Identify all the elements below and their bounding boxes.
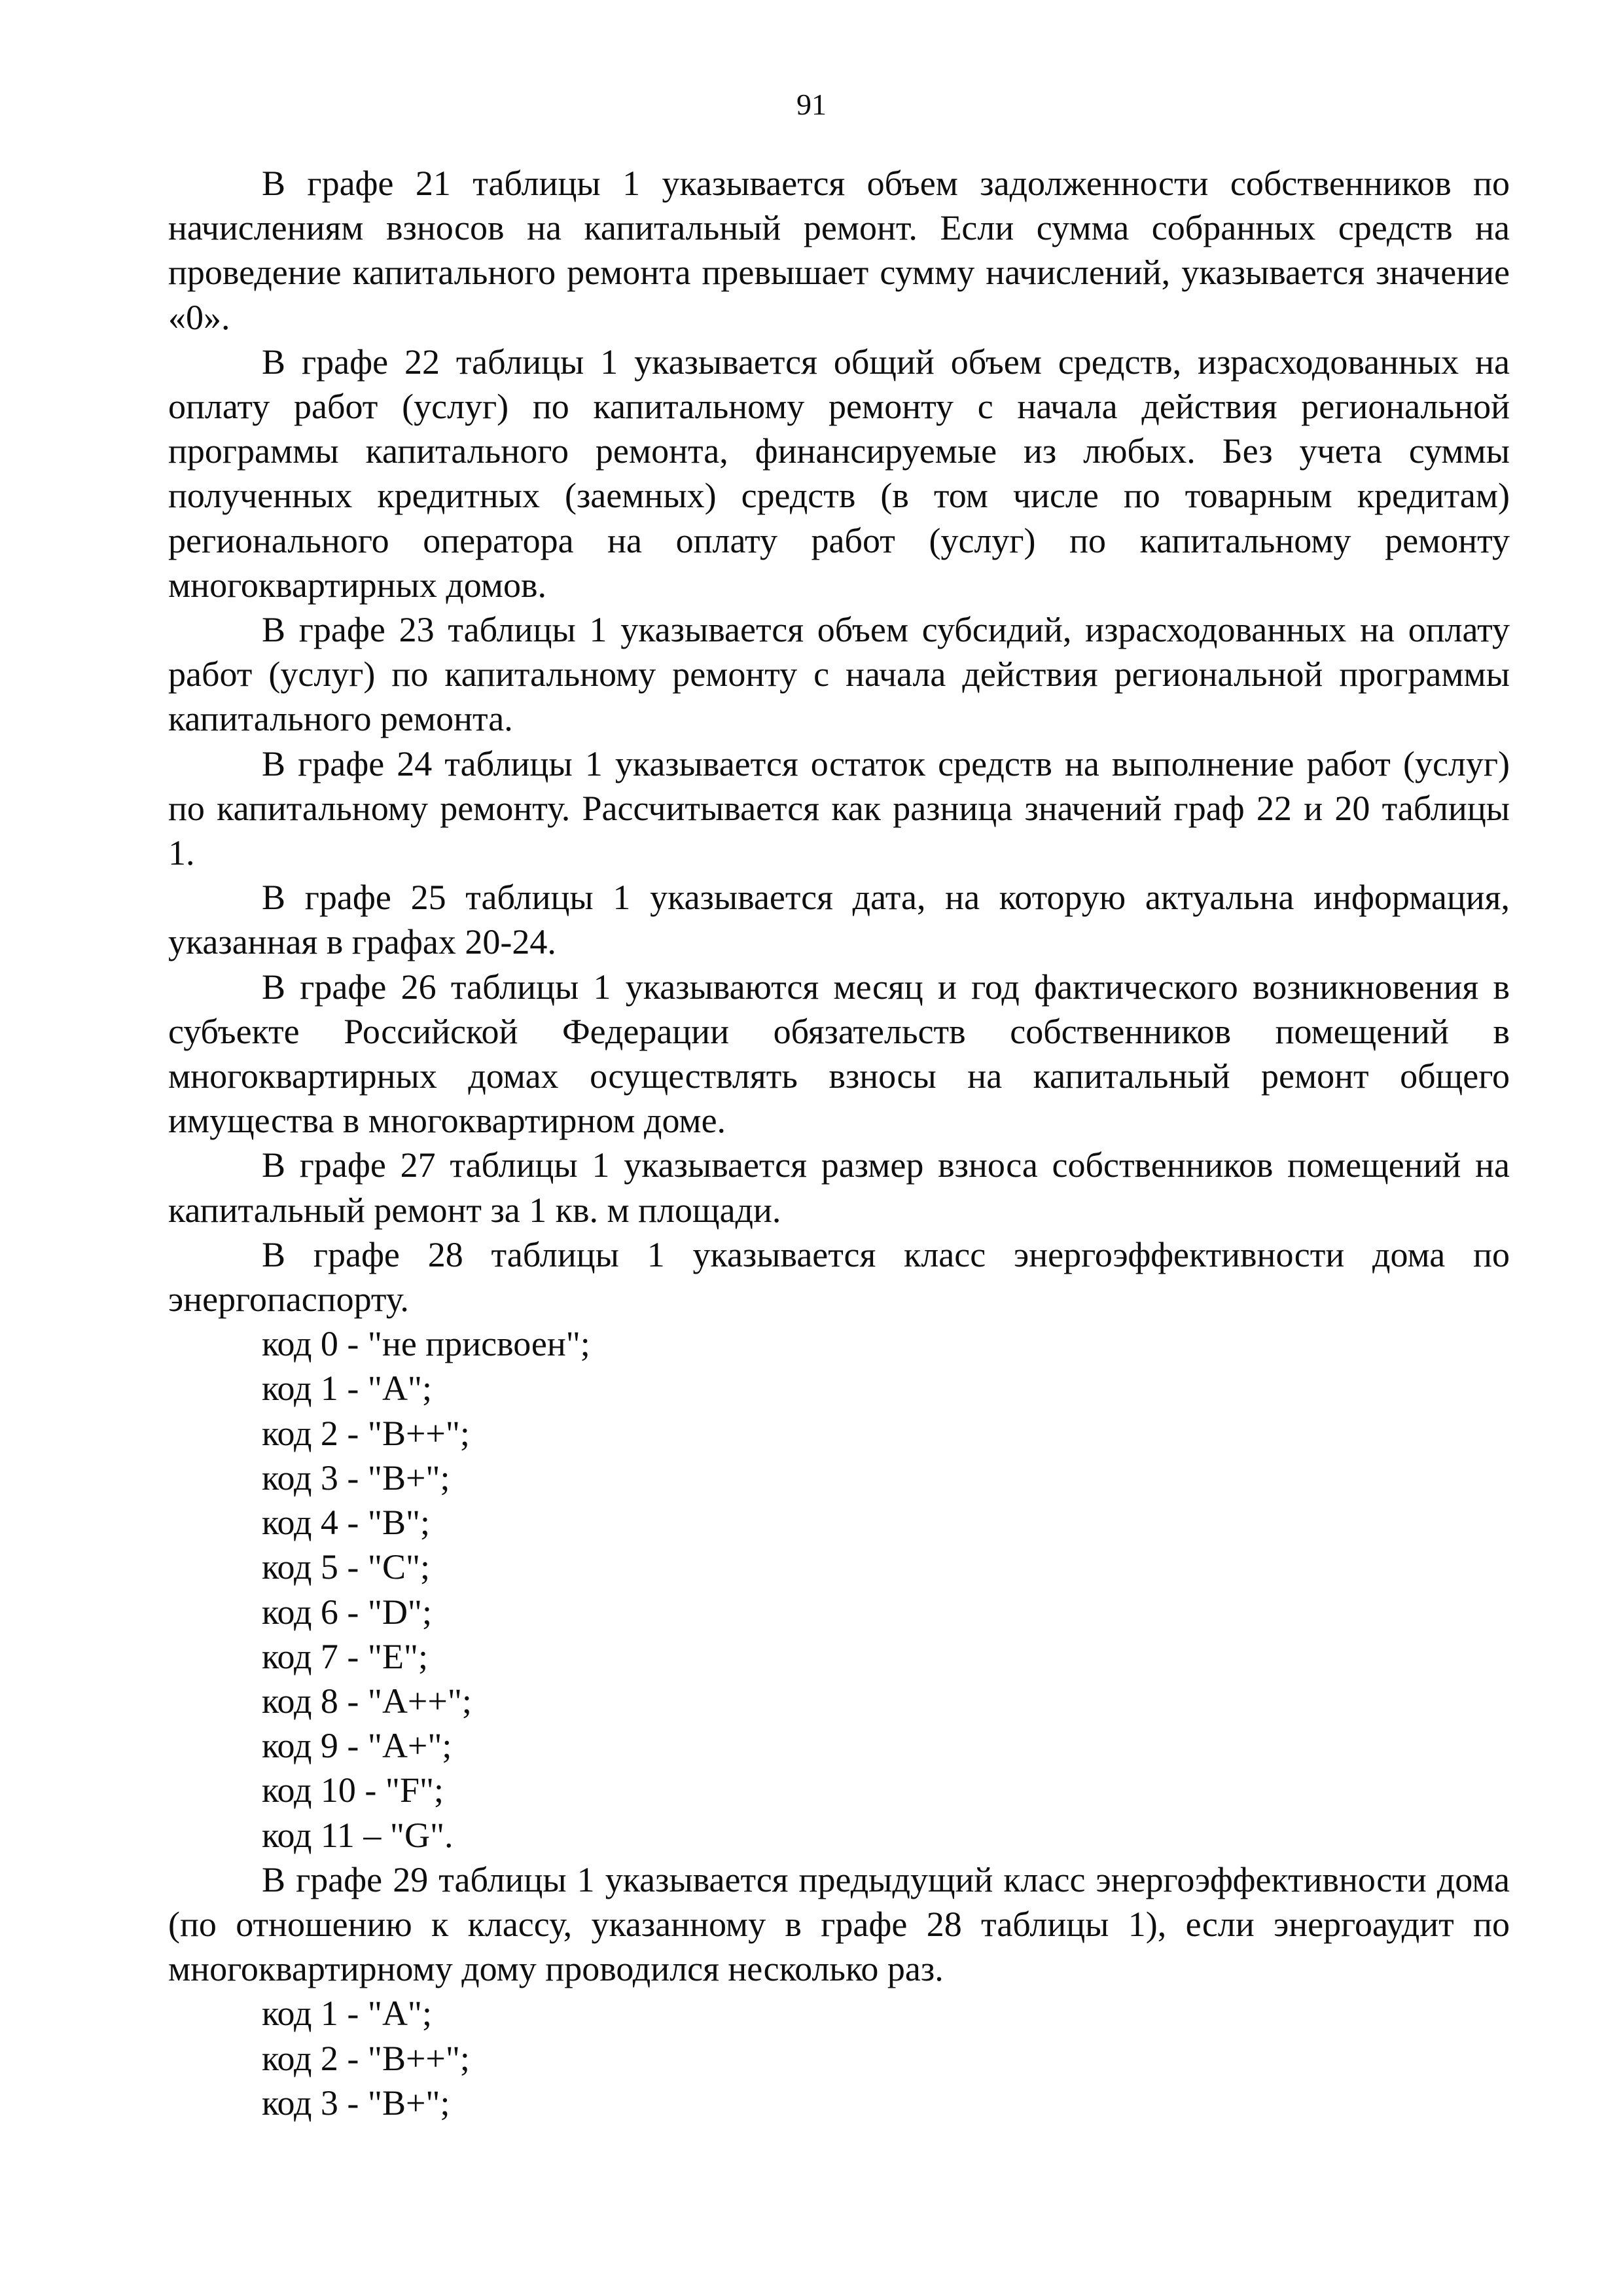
document-body [168, 161, 1510, 2125]
code-list-item: код 5 - "С"; [262, 1547, 431, 1587]
energy-class-code-list-29 [168, 1991, 1510, 2125]
paragraph-column-25: В графе 25 таблицы 1 указывается дата, на которую актуальна информация, указанная в графах 20-24. [168, 878, 1510, 962]
energy-class-code-list-28 [168, 1321, 1510, 1857]
code-list-item: код 7 - "Е"; [262, 1636, 428, 1676]
paragraph-column-21: В графе 21 таблицы 1 указывается объем задолженности собственников по начислениям взносов на капитальный ремонт. Если сумма собранных средств на проведение капитального ремонта превышает сумму начислений, указывается значение «0». [168, 164, 1510, 337]
paragraph-column-28: В графе 28 таблицы 1 указывается класс энергоэффективности дома по энергопаспорту. [168, 1234, 1510, 1319]
code-list-item: код 10 - "F"; [262, 1770, 444, 1810]
code-list-item: код 0 - "не присвоен"; [262, 1324, 590, 1364]
page-number: 91 [796, 88, 827, 121]
code-list-item: код 3 - "В+"; [262, 1458, 450, 1498]
paragraph-column-23: В графе 23 таблицы 1 указывается объем субсидий, израсходованных на оплату работ (услуг) по капитальному ремонту с начала действия региональной программы капитального ремонта. [168, 610, 1510, 739]
code-list-item: код 4 - "В"; [262, 1503, 431, 1543]
code-list-item: код 6 - "D"; [262, 1592, 432, 1632]
paragraph-column-22: В графе 22 таблицы 1 указывается общий объем средств, израсходованных на оплату работ (услуг) по капитальному ремонту с начала действия региональной программы капитального ремонта, финансируемые из любых. Без учета суммы полученных кредитных (заемных) средств (в том числе по товарным кредитам) регионального оператора на оплату работ (услуг) по капитальному ремонту многоквартирных домов. [168, 342, 1510, 605]
code-list-item: код 1 - "А"; [262, 1994, 432, 2034]
paragraph-column-29: В графе 29 таблицы 1 указывается предыдущий класс энергоэффективности дома (по отношению к классу, указанному в графе 28 таблицы 1), если энергоаудит по многоквартирному дому проводился несколько раз. [168, 1859, 1510, 1989]
paragraph-column-26: В графе 26 таблицы 1 указываются месяц и год фактического возникновения в субъекте Российской Федерации обязательств собственников помещений в многоквартирных домах осуществлять взносы на капитальный ремонт общего имущества в многоквартирном доме. [168, 967, 1510, 1141]
code-list-item: код 9 - "А+"; [262, 1726, 452, 1766]
paragraph-column-27: В графе 27 таблицы 1 указывается размер взноса собственников помещений на капитальный ремонт за 1 кв. м площади. [168, 1145, 1510, 1230]
code-list-item: код 3 - "В+"; [262, 2083, 450, 2123]
code-list-item: код 11 – "G". [262, 1815, 454, 1855]
code-list-item: код 2 - "В++"; [262, 2038, 470, 2078]
paragraph-column-24: В графе 24 таблицы 1 указывается остаток средств на выполнение работ (услуг) по капитальному ремонту. Рассчитывается как разница значений граф 22 и 20 таблицы 1. [168, 744, 1510, 873]
code-list-item: код 1 - "А"; [262, 1369, 432, 1408]
code-list-item: код 8 - "А++"; [262, 1681, 472, 1721]
code-list-item: код 2 - "В++"; [262, 1413, 470, 1453]
